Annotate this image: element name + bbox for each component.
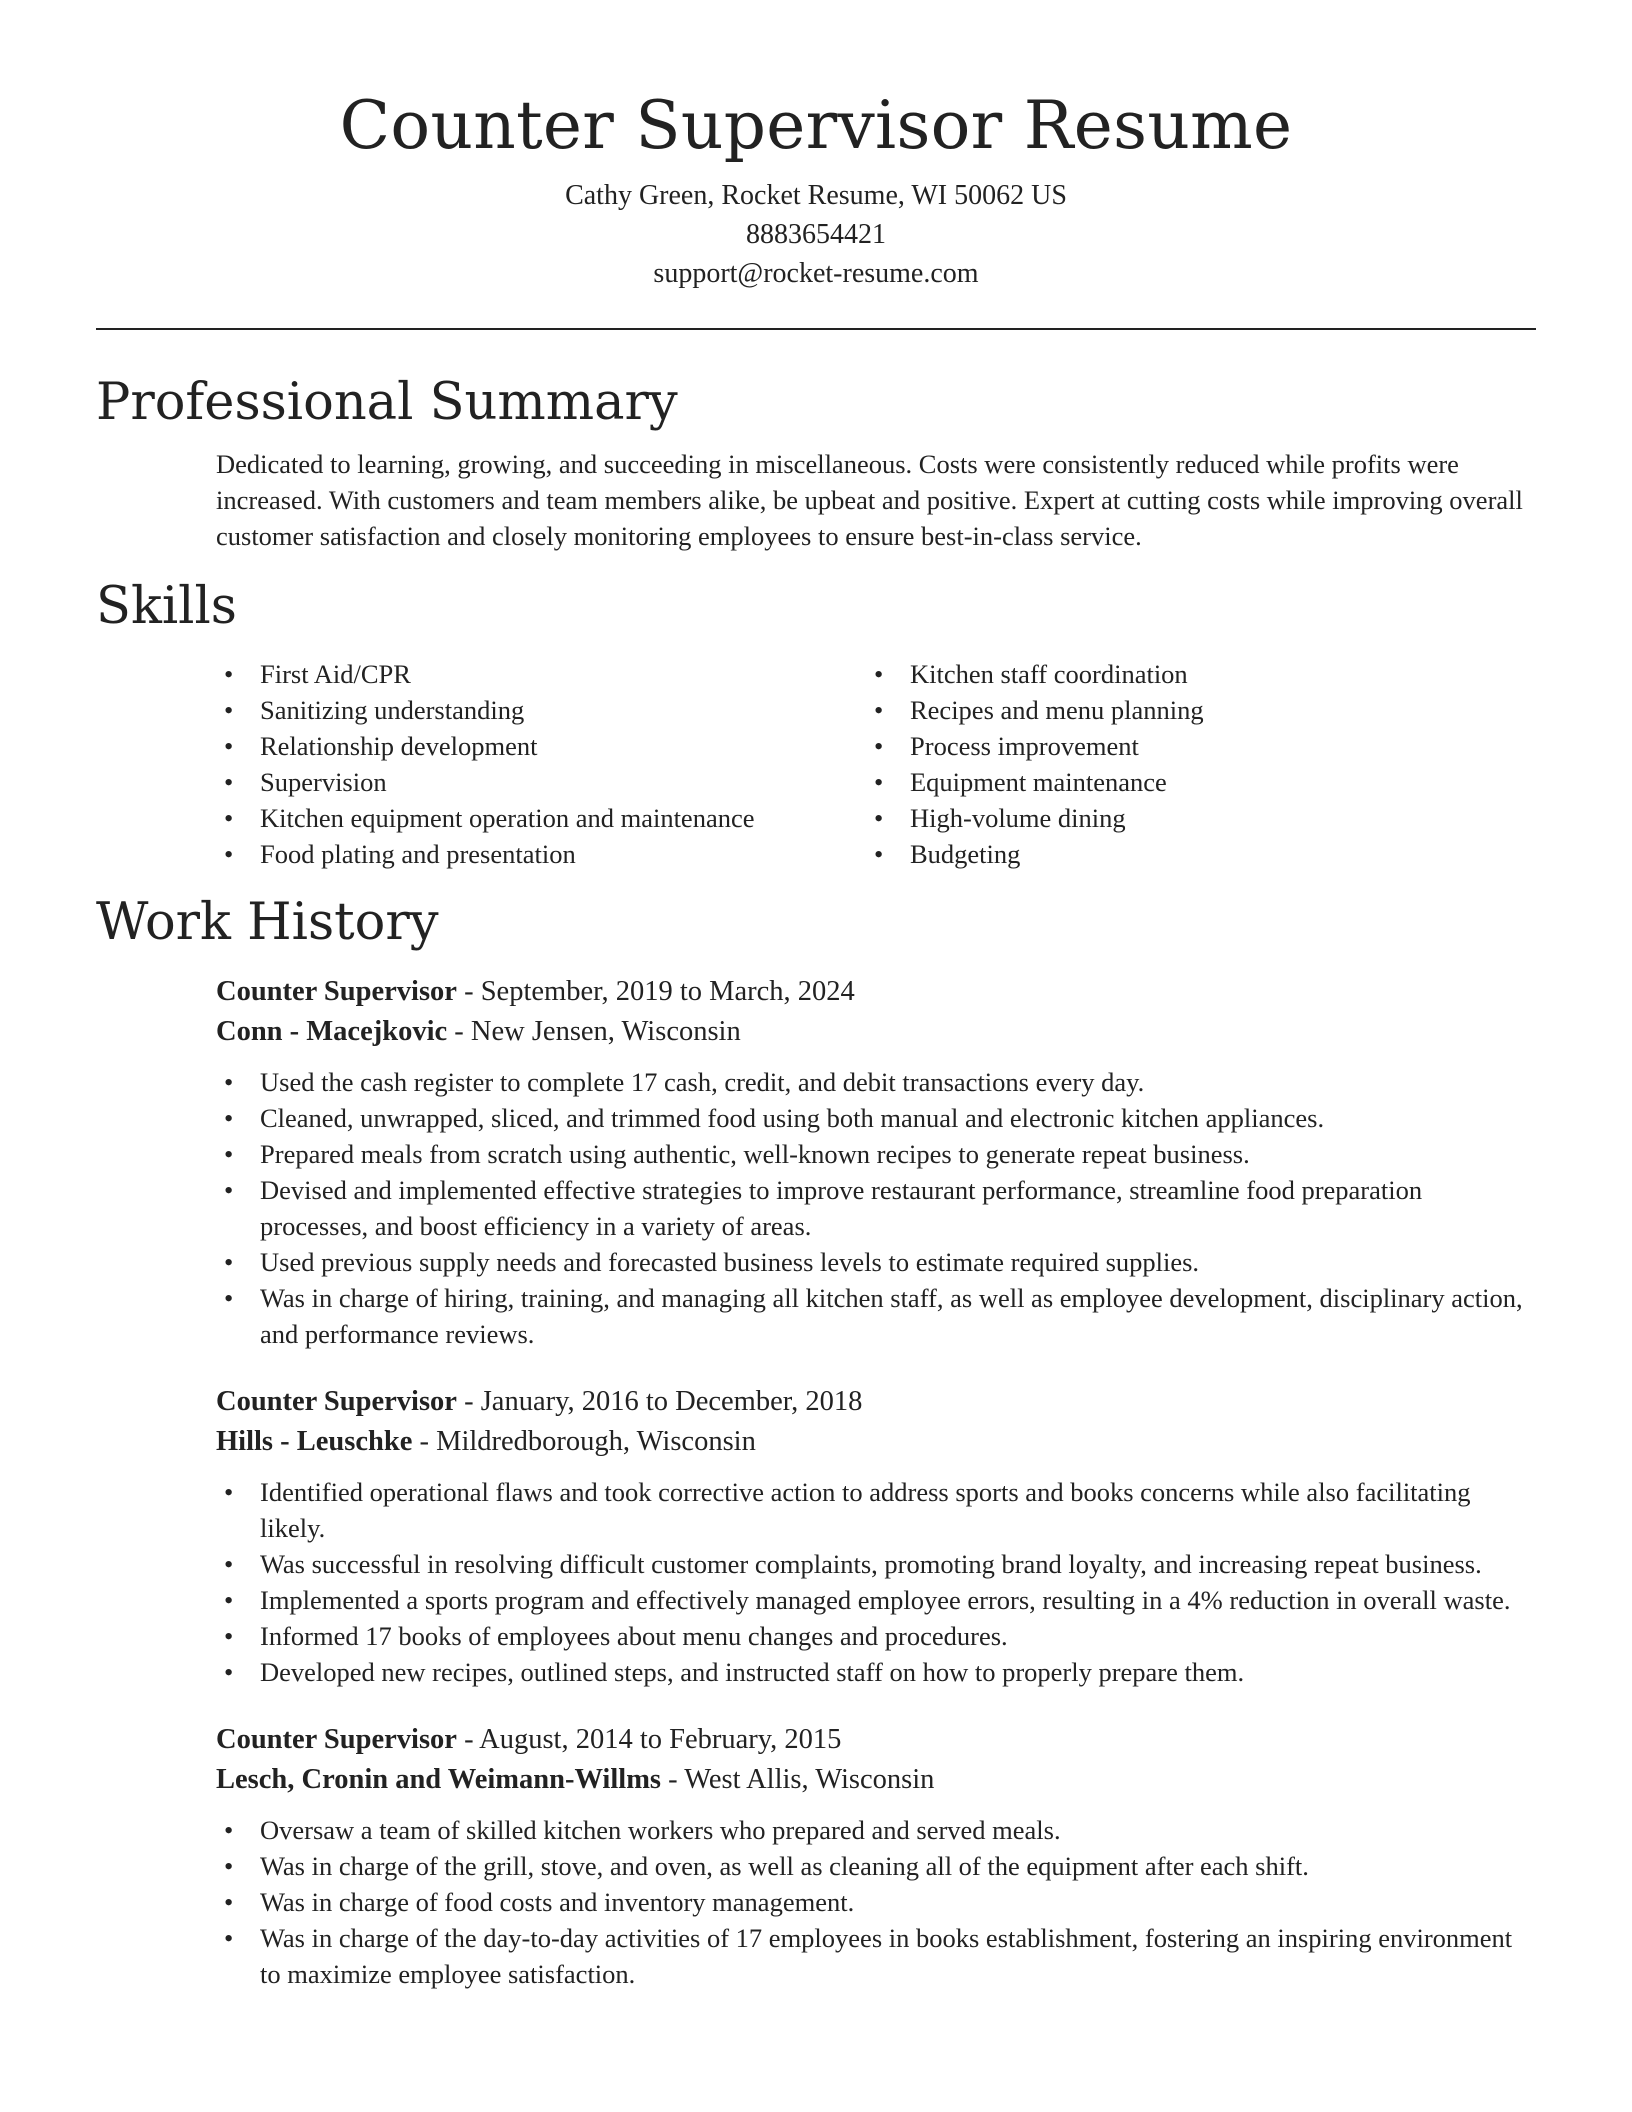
job-duties — [216, 1064, 1536, 1352]
job-dates: August, 2014 to February, 2015 — [479, 1724, 842, 1755]
duty-item: • Implemented a sports program and effectively managed employee errors, resulting in a 4% reduction in overall waste. — [216, 1582, 1536, 1618]
skill-item: • Process improvement — [866, 728, 1466, 764]
skill-item: • Sanitizing understanding — [216, 692, 866, 728]
job-entry — [216, 1720, 1536, 1992]
skill-item: • Food plating and presentation — [216, 836, 866, 872]
work-history-heading: Work History — [96, 893, 439, 952]
skill-item: • Kitchen equipment operation and maintenance — [216, 800, 866, 836]
skill-item: • Kitchen staff coordination — [866, 656, 1466, 692]
job-company: Lesch, Cronin and Weimann-Willms — [216, 1764, 662, 1795]
job-duties — [216, 1812, 1536, 1992]
job-entry — [216, 972, 1536, 1352]
duty-item: • Was in charge of hiring, training, and managing all kitchen staff, as well as employee development, disciplinary action, and performance reviews. — [216, 1280, 1536, 1352]
job-company: Conn - Macejkovic — [216, 1016, 448, 1047]
duty-item: • Informed 17 books of employees about menu changes and procedures. — [216, 1618, 1536, 1654]
job-location: Mildredborough, Wisconsin — [436, 1426, 756, 1457]
skill-item: • Supervision — [216, 764, 866, 800]
job-company-line: Hills - Leuschke - Mildredborough, Wisconsin — [216, 1426, 756, 1457]
duty-item: • Used previous supply needs and forecasted business levels to estimate required supplies. — [216, 1244, 1536, 1280]
duty-item: • Developed new recipes, outlined steps, and instructed staff on how to properly prepare them. — [216, 1654, 1536, 1690]
skill-item: • Relationship development — [216, 728, 866, 764]
job-title-line: Counter Supervisor - August, 2014 to February, 2015 — [216, 1724, 842, 1755]
job-dates: January, 2016 to December, 2018 — [480, 1386, 863, 1417]
job-title: Counter Supervisor — [216, 1724, 457, 1755]
job-location: West Allis, Wisconsin — [684, 1764, 935, 1795]
job-title-line: Counter Supervisor - January, 2016 to December, 2018 — [216, 1386, 863, 1417]
job-title: Counter Supervisor — [216, 1386, 457, 1417]
skill-item: • Budgeting — [866, 836, 1466, 872]
duty-item: • Prepared meals from scratch using authentic, well-known recipes to generate repeat business. — [216, 1136, 1536, 1172]
job-company-line: Lesch, Cronin and Weimann-Willms - West Allis, Wisconsin — [216, 1764, 935, 1795]
job-duties — [216, 1474, 1536, 1690]
duty-item: • Was successful in resolving difficult customer complaints, promoting brand loyalty, and increasing repeat business. — [216, 1546, 1536, 1582]
contact-info — [96, 176, 1536, 293]
duty-item: • Devised and implemented effective strategies to improve restaurant performance, streamline food preparation processes, and boost efficiency in a variety of areas. — [216, 1172, 1536, 1244]
job-company-line: Conn - Macejkovic - New Jensen, Wisconsin — [216, 1016, 741, 1047]
work-history-section — [96, 892, 1536, 1992]
skills-section — [96, 576, 1536, 872]
contact-phone: 8883654421 — [746, 219, 886, 250]
job-location: New Jensen, Wisconsin — [470, 1016, 741, 1047]
duty-item: • Cleaned, unwrapped, sliced, and trimmed food using both manual and electronic kitchen appliances. — [216, 1100, 1536, 1136]
job-entry — [216, 1382, 1536, 1690]
skills-column-left — [216, 656, 866, 872]
skill-item: • High-volume dining — [866, 800, 1466, 836]
skills-heading: Skills — [96, 577, 237, 636]
skill-item: • First Aid/CPR — [216, 656, 866, 692]
duty-item: • Identified operational flaws and took corrective action to address sports and books concerns while also facilitating likely. — [216, 1474, 1536, 1546]
skills-column-right — [866, 656, 1466, 872]
contact-address: Cathy Green, Rocket Resume, WI 50062 US — [565, 180, 1067, 211]
summary-heading: Professional Summary — [96, 373, 678, 432]
skill-item: • Recipes and menu planning — [866, 692, 1466, 728]
job-company: Hills - Leuschke — [216, 1426, 413, 1457]
resume-header — [96, 0, 1536, 293]
duty-item: • Was in charge of food costs and inventory management. — [216, 1884, 1536, 1920]
resume-title: Counter Supervisor Resume — [339, 87, 1293, 164]
duty-item: • Was in charge of the grill, stove, and oven, as well as cleaning all of the equipment after each shift. — [216, 1848, 1536, 1884]
job-title: Counter Supervisor — [216, 976, 457, 1007]
contact-email: support@rocket-resume.com — [653, 258, 979, 289]
job-dates: September, 2019 to March, 2024 — [480, 976, 855, 1007]
duty-item: • Used the cash register to complete 17 cash, credit, and debit transactions every day. — [216, 1064, 1536, 1100]
duty-item: • Was in charge of the day-to-day activities of 17 employees in books establishment, fostering an inspiring environment to maximize employee satisfaction. — [216, 1920, 1536, 1992]
job-title-line: Counter Supervisor - September, 2019 to March, 2024 — [216, 976, 855, 1007]
summary-text: Dedicated to learning, growing, and succeeding in miscellaneous. Costs were consistently reduced while profits were increased. With customers and team members alike, be upbeat and positive. Expert at cutting costs while improving overall customer satisfaction and closely monitoring employees to ensure best-in-class service. — [216, 449, 1523, 551]
skills-list — [216, 656, 1536, 872]
skill-item: • Equipment maintenance — [866, 764, 1466, 800]
summary-section — [96, 372, 1536, 554]
header-divider — [96, 328, 1536, 330]
resume-page — [96, 0, 1536, 2112]
duty-item: • Oversaw a team of skilled kitchen workers who prepared and served meals. — [216, 1812, 1536, 1848]
